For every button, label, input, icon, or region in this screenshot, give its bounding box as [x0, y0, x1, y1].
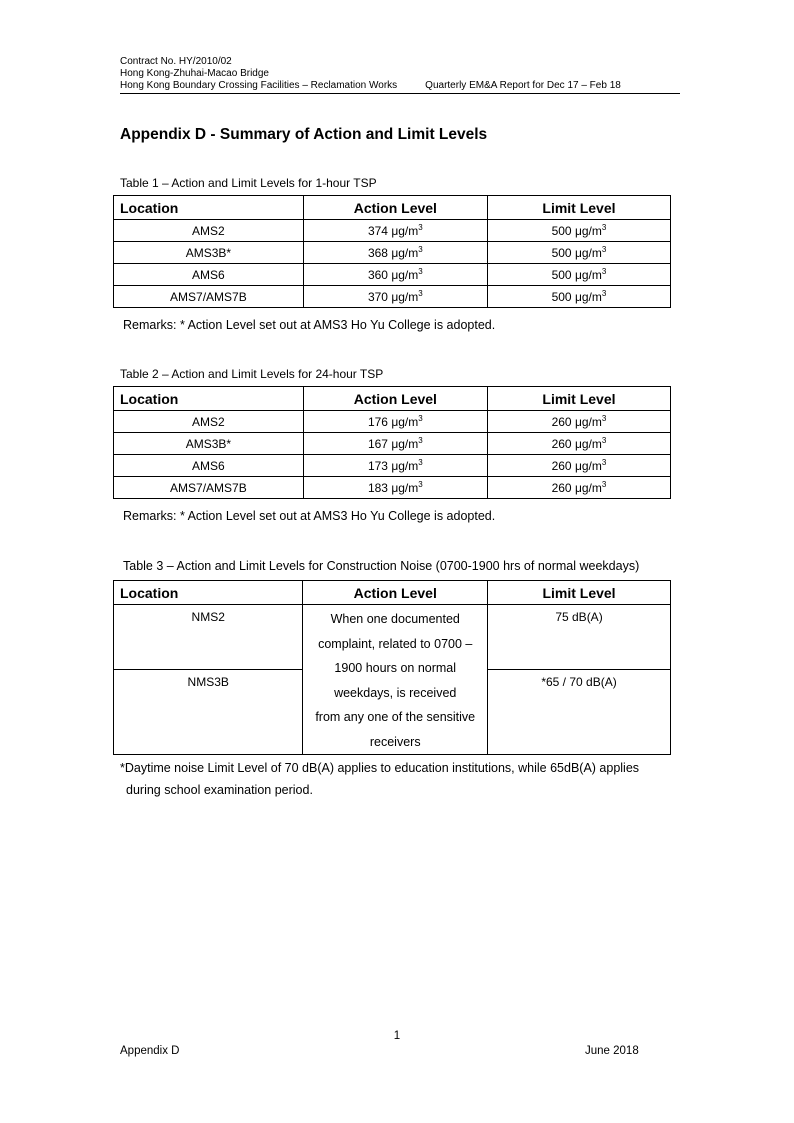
location-cell: AMS3B*: [114, 433, 304, 455]
table3-caption: Table 3 – Action and Limit Levels for Construction Noise (0700-1900 hrs of normal weekdays): [123, 559, 640, 573]
limit-cell: 260 $\mu g/m^3$: [487, 411, 670, 433]
action-cell: 167 $\mu g/m^3$: [303, 433, 487, 455]
note-line: during school examination period.: [126, 783, 313, 797]
header-limit-level: Limit Level: [487, 196, 670, 220]
location-cell: AMS7/AMS7B: [114, 286, 304, 308]
location-cell: AMS3B*: [114, 242, 304, 264]
footer-appendix: Appendix D: [120, 1045, 180, 1057]
table-row: [114, 605, 671, 670]
table2: [113, 386, 671, 499]
header-row3: [120, 80, 680, 94]
header-action-level: Action Level: [303, 387, 487, 411]
limit-cell: 500 $\mu g/m^3$: [487, 220, 670, 242]
location-cell: AMS6: [114, 455, 304, 477]
table3-note: [120, 757, 700, 801]
limit-cell: 500 $\mu g/m^3$: [487, 264, 670, 286]
table3: [113, 580, 671, 755]
page-title: Appendix D - Summary of Action and Limit Levels: [120, 126, 488, 143]
header-limit-level: Limit Level: [488, 581, 671, 605]
header-action-level: Action Level: [303, 196, 487, 220]
location-cell: AMS6: [114, 264, 304, 286]
action-line: receivers: [369, 734, 421, 749]
table-row: [114, 220, 671, 242]
header-works: Hong Kong Boundary Crossing Facilities – Reclamation Works: [120, 80, 398, 91]
table-row: [114, 411, 671, 433]
table-header-row: [114, 196, 671, 220]
location-cell: NMS3B: [114, 669, 303, 754]
table-row: [114, 242, 671, 264]
header-project: Hong Kong-Zhuhai-Macao Bridge: [120, 68, 269, 79]
action-cell: 183 $\mu g/m^3$: [303, 477, 487, 499]
limit-cell: *65 / 70 dB(A): [488, 669, 671, 754]
header-contract: Contract No. HY/2010/02: [120, 56, 232, 67]
limit-cell: 75 dB(A): [488, 605, 671, 670]
action-cell: 374 $\mu g/m^3$: [303, 220, 487, 242]
table-header-row: [114, 581, 671, 605]
table1: [113, 195, 671, 308]
action-cell: 173 $\mu g/m^3$: [303, 455, 487, 477]
action-cell: 370 $\mu g/m^3$: [303, 286, 487, 308]
table2-caption: Table 2 – Action and Limit Levels for 24-hour TSP: [120, 367, 384, 381]
limit-cell: 500 $\mu g/m^3$: [487, 286, 670, 308]
header-action-level: Action Level: [303, 581, 488, 605]
limit-cell: 260 $\mu g/m^3$: [487, 433, 670, 455]
header-location: Location: [114, 387, 304, 411]
action-cell: 176 $\mu g/m^3$: [303, 411, 487, 433]
table-row: [114, 286, 671, 308]
table-row: [114, 477, 671, 499]
action-line: 1900 hours on normal: [334, 661, 457, 675]
note-line: *Daytime noise Limit Level of 70 dB(A) applies to education institutions, while 65dB(A) applies: [120, 761, 640, 775]
footer-date: June 2018: [585, 1045, 639, 1057]
action-cell: 360 $\mu g/m^3$: [303, 264, 487, 286]
table1-caption: Table 1 – Action and Limit Levels for 1-hour TSP: [120, 176, 377, 190]
page-number: 1: [393, 1030, 401, 1042]
action-line: weekdays, is received: [334, 685, 457, 700]
header-report: Quarterly EM&A Report for Dec 17 – Feb 18: [425, 80, 621, 91]
action-line: When one documented: [330, 612, 460, 626]
location-cell: NMS2: [114, 605, 303, 670]
table-row: [114, 433, 671, 455]
table-row: [114, 455, 671, 477]
location-cell: AMS2: [114, 220, 304, 242]
limit-cell: 260 $\mu g/m^3$: [487, 455, 670, 477]
header-limit-level: Limit Level: [487, 387, 670, 411]
location-cell: AMS7/AMS7B: [114, 477, 304, 499]
table-row: [114, 264, 671, 286]
action-cell: [303, 605, 488, 755]
location-cell: AMS2: [114, 411, 304, 433]
table-header-row: [114, 387, 671, 411]
limit-cell: 500 $\mu g/m^3$: [487, 242, 670, 264]
action-line: from any one of the sensitive: [315, 710, 476, 724]
table2-remarks: Remarks: * Action Level set out at AMS3 Ho Yu College is adopted.: [123, 509, 496, 523]
header-location: Location: [114, 581, 303, 605]
action-cell: 368 $\mu g/m^3$: [303, 242, 487, 264]
page-header: [120, 56, 680, 94]
limit-cell: 260 $\mu g/m^3$: [487, 477, 670, 499]
action-line: complaint, related to 0700 –: [318, 636, 473, 651]
table1-remarks: Remarks: * Action Level set out at AMS3 Ho Yu College is adopted.: [123, 318, 496, 332]
header-location: Location: [114, 196, 304, 220]
